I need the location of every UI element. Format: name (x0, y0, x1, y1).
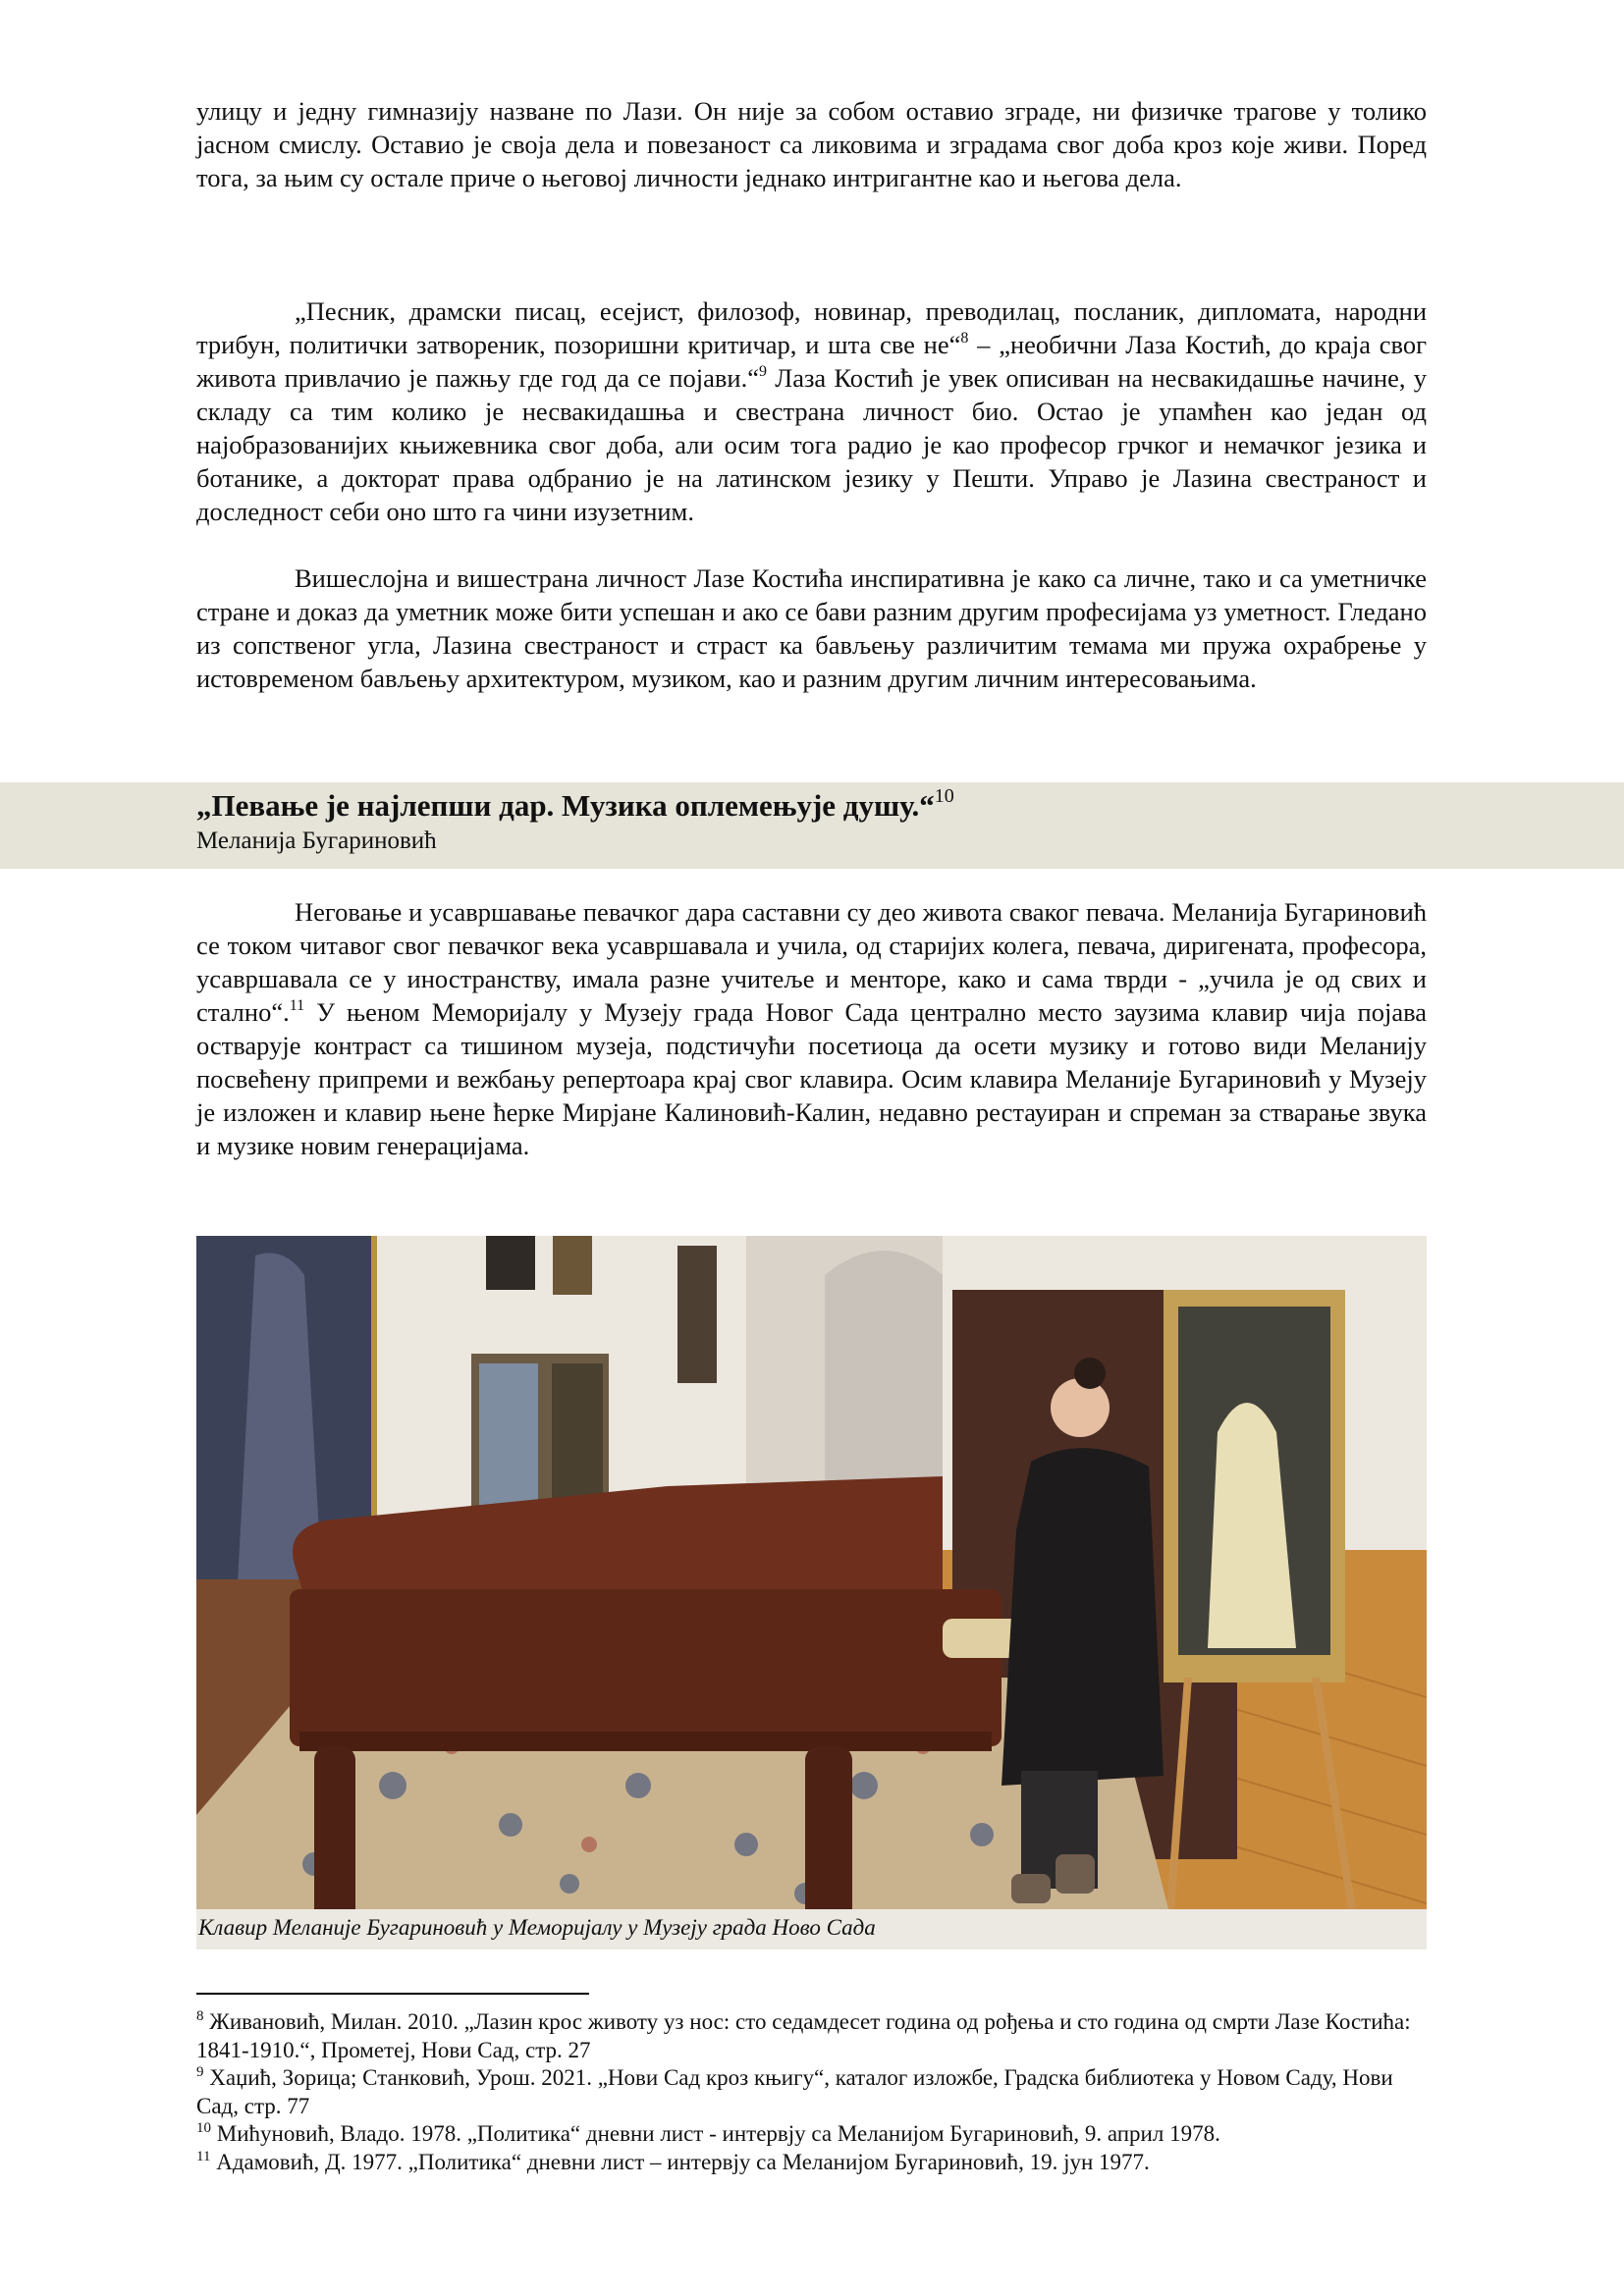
person-leg (1021, 1771, 1060, 1889)
footnote-text: Хаџић, Зорица; Станковић, Урош. 2021. „Нови Сад кроз књигу“, каталог изложбе, Градска библиотека у Новом Саду, Нови Сад, стр. 77 (196, 2065, 1393, 2118)
footnote-number: 10 (196, 2120, 211, 2136)
figure-caption: Клавир Меланије Бугариновић у Меморијалу у Музеју града Ново Сада (196, 1909, 1427, 1949)
piano-rim (299, 1732, 992, 1751)
footnote-text: Адамовић, Д. 1977. „Политика“ дневни лист – интервју са Меланијом Бугариновић, 19. јун 1977. (216, 2149, 1150, 2174)
footnote-11 (196, 2149, 1427, 2177)
photo-illustration (196, 1236, 1427, 1909)
footnote-10 (196, 2120, 1427, 2149)
paragraph-versatility: Вишеслојна и вишестрана личност Лазе Костића инспиративна је како са личне, тако и са уметничке стране и доказ да уметник може бити успешан и ако се бави разним другим професијама уз уметност. Гледано из сопственог угла, Лазина свестраност и страст ка бављењу различитим темама ми пружа охрабрење у истовременом бављењу архитектуром, музиком, као и разним другим личним интересовањима. (196, 563, 1427, 693)
footnote-separator (196, 1993, 589, 1995)
text: „Песник, драмски писац, есејист, филозоф, новинар, преводилац, посланик, дипломата, народни трибун, политички затвореник, позоришни критичар, и шта све не“ (196, 296, 1427, 359)
footnote-number: 11 (196, 2148, 211, 2164)
section-header-band (0, 782, 1624, 869)
text: – „необични Лаза Костић, до краја свог живота привлачио је пажњу где год да се појави.“ (196, 330, 1427, 393)
person-hair-bun (1074, 1358, 1106, 1389)
footnote-number: 8 (196, 2008, 204, 2024)
footnote-ref-8[interactable]: 8 (960, 330, 969, 347)
paragraph-laza-kostic (196, 294, 1427, 528)
text: Неговање и усавршавање певачког дара саставни су део живота сваког певача. Меланија Бугариновић се током читавог свог певачког века усавршавала и учила, од старијих колега, певача, диригената, професора, усавршавала се у иностранству, имала разне учитеље и менторе, како и сама тврди - „учила је од свих и стално“. (196, 897, 1427, 1027)
footnote-ref-11[interactable]: 11 (289, 997, 305, 1014)
person-boot (1056, 1854, 1095, 1894)
piano-leg (314, 1746, 355, 1909)
small-painting (553, 1236, 592, 1295)
footnote-text: Мићуновић, Владо. 1978. „Политика“ дневни лист - интервју са Меланијом Бугариновић, 9. април 1978. (216, 2121, 1220, 2146)
footnote-ref-10[interactable]: 10 (934, 785, 954, 807)
small-painting (486, 1236, 535, 1290)
piano-leg (805, 1746, 852, 1909)
paragraph-melanija (196, 895, 1427, 1162)
person-head (1051, 1378, 1110, 1437)
footnote-text: Живановић, Милан. 2010. „Лазин крос животу уз нос: сто седамдесет година од рођења и сто година од смрти Лазе Костића: 1841-1910.“, Прометеј, Нови Сад, стр. 27 (196, 2009, 1411, 2062)
museum-piano-photo (196, 1236, 1427, 1909)
footnote-8 (196, 2008, 1427, 2064)
person-boot (1011, 1874, 1051, 1903)
footnote-ref-9[interactable]: 9 (759, 363, 768, 380)
arch (825, 1251, 943, 1491)
footnote-number: 9 (196, 2064, 204, 2080)
footnote-9 (196, 2064, 1427, 2120)
text: У њеном Меморијалу у Музеју града Новог Сада централно место заузима клавир чија појава остварује контраст са тишином музеја, подстичући посетиоца да осети музику и готово види Меланију посвећену припреми и вежбању репертоара крај свог клавира. Осим клавира Меланије Бугариновић у Музеју је изложен и клавир њене ћерке Мирјане Калиновић-Калин, недавно рестауиран и спреман за стварање звука и музике новим генерацијама. (196, 997, 1427, 1160)
section-quote (196, 786, 954, 826)
paragraph-intro: улицу и једну гимназију назване по Лази. Он није за собом оставио зграде, ни физичке трагове у толико јасном смислу. Оставио је своја дела и повезаност са ликовима и зградама свог доба кроз које живи. Поред тога, за њим су остале приче о његовој личности једнако интригантне као и његова дела. (196, 96, 1427, 192)
grand-piano-body (290, 1589, 1001, 1746)
footnotes (196, 2008, 1427, 2176)
person-coat (1001, 1448, 1164, 1786)
small-painting (677, 1246, 717, 1383)
text: Лаза Костић је увек описиван на несвакидашње начине, у складу са тим колико је несвакидашња и свестрана личност био. Остао је упамћен као један од најобразованијих књижевника свог доба, али осим тога радио је као професор грчког и немачког језика и ботанике, а докторат права одбранио је на латинском језику у Пешти. Управо је Лазина свестраност и доследност себи оно што га чини изузетним. (196, 363, 1427, 526)
quote-text: „Певање је најлепши дар. Музика оплемењује душу.“ (196, 788, 935, 823)
section-author: Меланија Бугариновић (196, 828, 437, 854)
figure (196, 1236, 1427, 1949)
